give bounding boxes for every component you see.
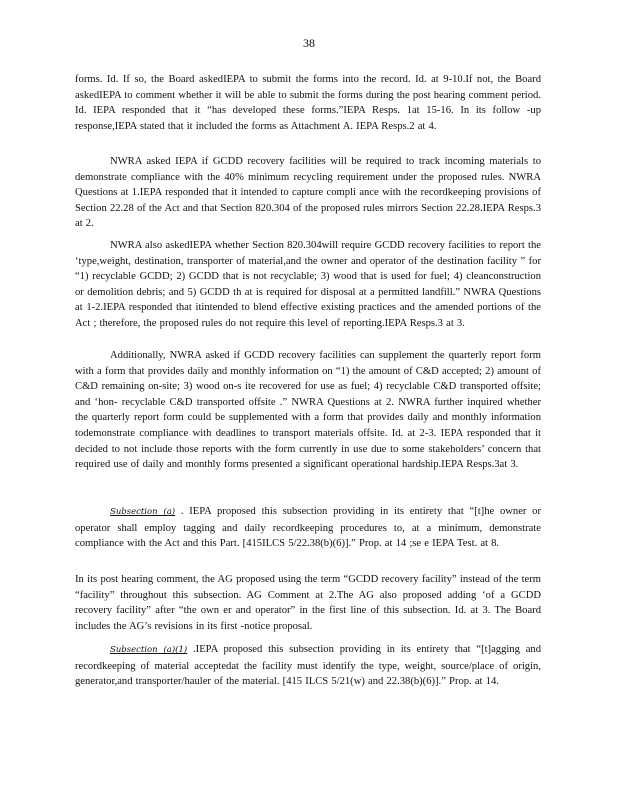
paragraph-text: In its post hearing comment, the AG proposed using the term “GCDD recovery facility” instead of the term “facility” throughout this subsection. AG Comment at 2.The AG also proposed adding ‘of a GCDD recovery facility” after “the own er and operator” in the first line of this subsection. Id. at 3. The Board includes the AG’s revisions in its first -notice proposal. [75, 574, 541, 632]
paragraph-ag-comment [75, 572, 541, 634]
paragraph-text: . IEPA proposed this subsection providing in its entirety that “[t]he owner or operator shall employ tagging and daily recordkeeping procedures to, at a minimum, demonstrate compliance with the Act and this Part. [415ILCS 5/22.38(b)(6)].” Prop. at 14 ;se e IEPA Test. at 8. [75, 506, 541, 550]
paragraph-text: Additionally, NWRA asked if GCDD recovery facilities can supplement the quarterly report form with a form that provides daily and monthly information on “1) the amount of C&D accepted; 2) amount of C&D remaining on-site; 3) wood on-s ite recovered for use as fuel; 4) recyclable C&D transported offsite; and ‘hon- recyclable C&D transported offsite .” NWRA Questions at 2. NWRA further inquired whether the quarterly report form could be supplemented with a form that provides daily and monthly information todemonstrate compliance with deadlines to transport materials offsite. Id. at 2-3. IEPA responded that it decided to not include those reports with the form currently in use due to some stakeholders’ concern that required use of daily and monthly forms presented a significant operational hardship.IEPA Resps.3at 3. [75, 350, 541, 471]
subsection-heading: Subsection (a)(1) [110, 645, 188, 655]
paragraph-supplemental-form [75, 348, 541, 473]
subsection-heading: Subsection (a) [110, 507, 176, 517]
paragraph-board-forms [75, 72, 541, 134]
paragraph-subsection-a [75, 504, 541, 552]
page-number: 38 [303, 36, 315, 50]
paragraph-text: NWRA asked IEPA if GCDD recovery facilities will be required to track incoming materials to demonstrate compliance with the 40% minimum recycling requirement under the proposed rules. NWRA Questions at 1.IEPA responded that it intended to capture compli ance with the recordkeeping provisions of Section 22.28 of the Act and that Section 820.304 of the proposed rules mirrors Section 22.28.IEPA Resps.3 at 2. [75, 156, 541, 230]
paragraph-nwra-reporting [75, 238, 541, 332]
paragraph-nwra-tracking [75, 154, 541, 232]
paragraph-text: NWRA also askedIEPA whether Section 820.304will require GCDD recovery facilities to report the ‘type,weight, destination, transporter of material,and the owner and operator of the destination facility ” for “1) recyclable GCDD; 2) GCDD that is not recyclable; 3) wood that is used for fuel; 4) cleanconstruction or demolition debris; and 5) GCDD th at is required for disposal at a permitted landfill.” NWRA Questions at 1-2.IEPA responded that itintended to blend effective existing practices and the amended portions of the Act ; therefore, the proposed rules do not require this level of reporting.IEPA Resps.3 at 3. [75, 240, 541, 329]
paragraph-subsection-a1 [75, 642, 541, 690]
paragraph-text: forms. Id. If so, the Board askedIEPA to submit the forms into the record. Id. at 9-10.If not, the Board askedIEPA to comment whether it will be able to submit the forms during the post hearing comment period. Id. IEPA responded that it “has developed these forms.”IEPA Resps. 1at 15-16. In its follow -up response,IEPA stated that it included the forms as Attachment A. IEPA Resps.2 at 4. [75, 74, 541, 132]
paragraph-text: .IEPA proposed this subsection providing in its entirety that “[t]agging and recordkeeping of material acceptedat the facility must identify the type, weight, source/place of origin, generator,and transporter/hauler of the material. [415 ILCS 5/21(w) and 22.38(b)(6)].” Prop. at 14. [75, 644, 541, 688]
